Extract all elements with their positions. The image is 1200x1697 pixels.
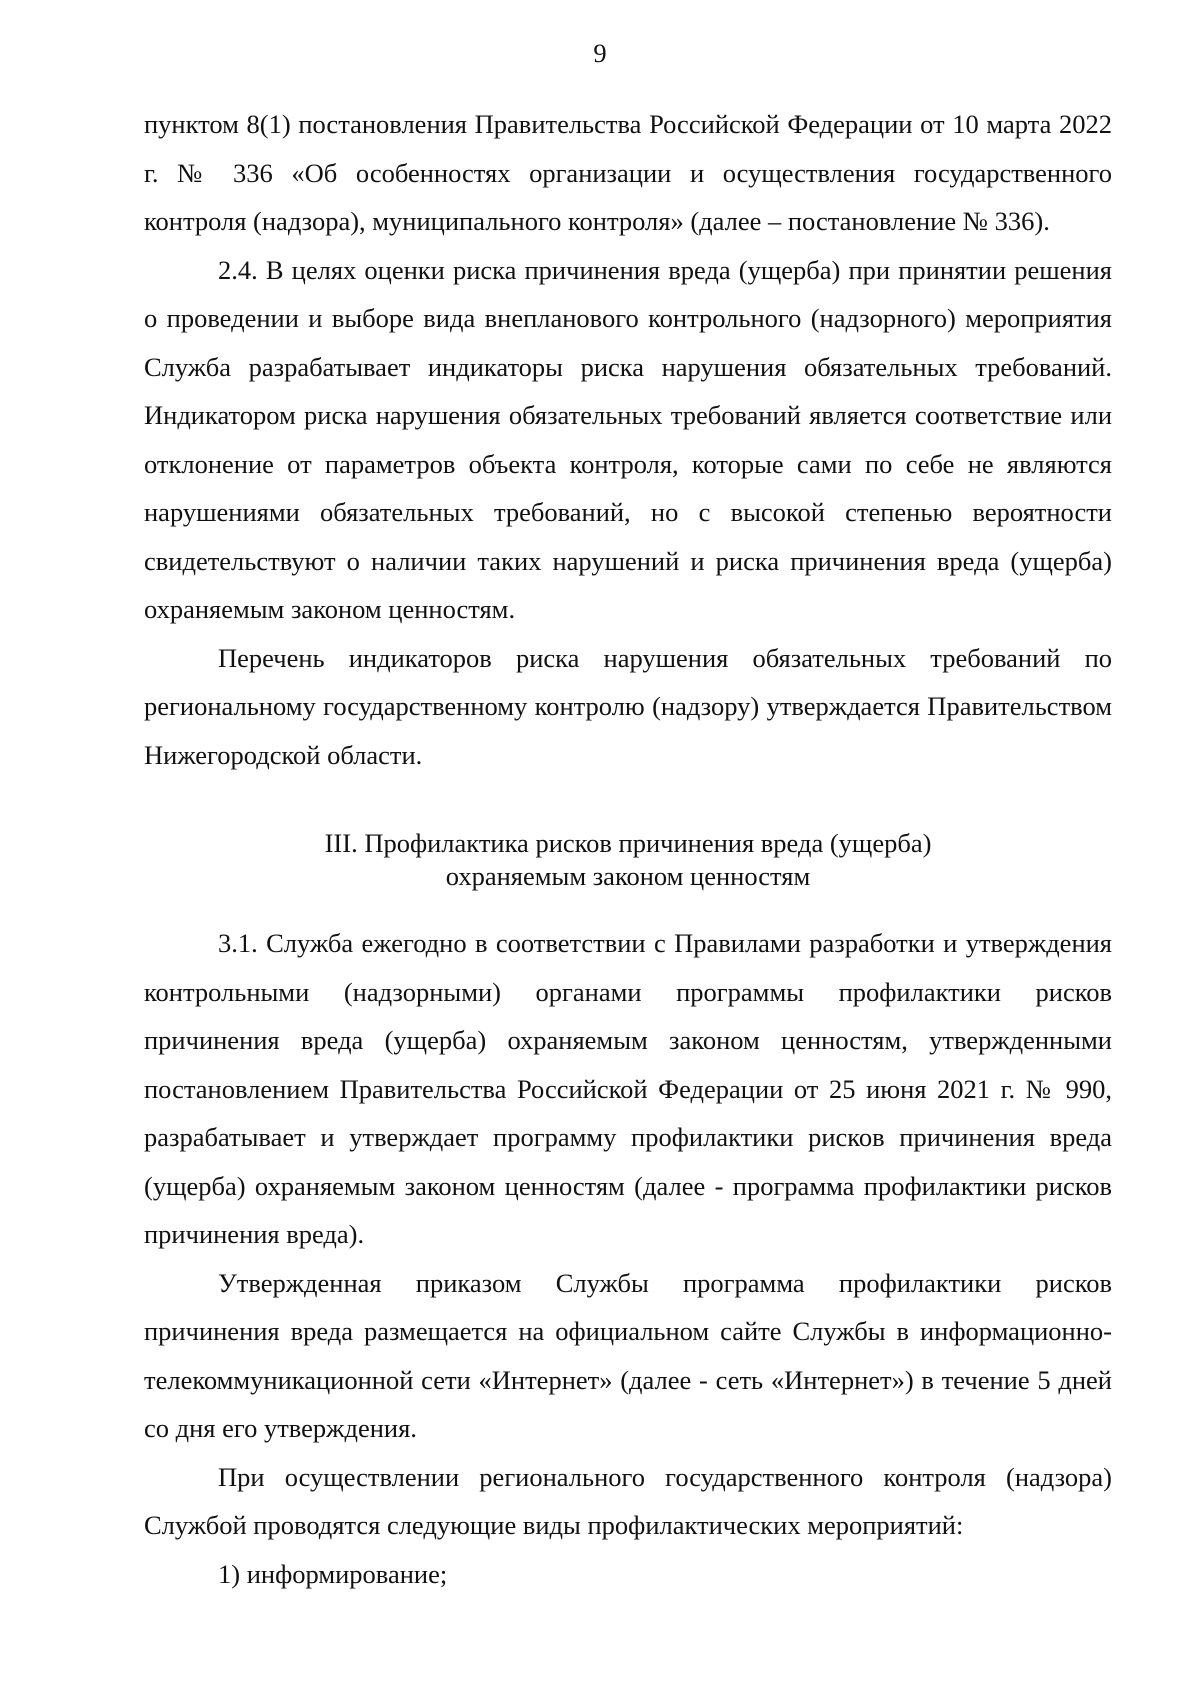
paragraph-continuation: пунктом 8(1) постановления Правительства Российской Федерации от 10 марта 2022 г. № 336 «Об особенностях организации и осуществления государственного контроля (надзора), муниципального контроля» (далее – постановление № 336). [144, 109, 1112, 236]
document-body [144, 100, 1112, 1598]
paragraph-prevention-measures: При осуществлении регионального государственного контроля (надзора) Службой проводятся следующие виды профилактических мероприятий: [144, 1461, 1112, 1540]
paragraph-2-4: 2.4. В целях оценки риска причинения вреда (ущерба) при принятии решения о проведении и выборе вида внепланового контрольного (надзорного) мероприятия Служба разрабатывает индикаторы риска нарушения обязательных требований. Индикатором риска нарушения обязательных требований является соответствие или отклонение от параметров объекта контроля, которые сами по себе не являются нарушениями обязательных требований, но с высокой степенью вероятности свидетельствуют о наличии таких нарушений и риска причинения вреда (ущерба) охраняемым законом ценностям. [144, 254, 1112, 624]
section-heading [144, 827, 1112, 893]
paragraph-program-publication: Утвержденная приказом Службы программа профилактики рисков причинения вреда размещается на официальном сайте Службы в информационно-телекоммуникационной сети «Интернет» (далее - сеть «Интернет») в течение 5 дней со дня его утверждения. [144, 1267, 1112, 1443]
section-heading-line-1: III. Профилактика рисков причинения вреда (ущерба) [324, 828, 932, 858]
paragraph-3-1: 3.1. Служба ежегодно в соответствии с Правилами разработки и утверждения контрольными (надзорными) органами программы профилактики рисков причинения вреда (ущерба) охраняемым законом ценностям, утвержденными постановлением Правительства Российской Федерации от 25 июня 2021 г. № 990, разрабатывает и утверждает программу профилактики рисков причинения вреда (ущерба) охраняемым законом ценностям (далее - программа профилактики рисков причинения вреда). [144, 928, 1112, 1249]
paragraph-indicators-list: Перечень индикаторов риска нарушения обязательных требований по региональному государственному контролю (надзору) утверждается Правительством Нижегородской области. [144, 642, 1112, 770]
page-number: 9 [593, 38, 607, 68]
section-heading-line-2: охраняемым законом ценностям [445, 861, 811, 891]
list-item-informing: 1) информирование; [218, 1558, 448, 1589]
